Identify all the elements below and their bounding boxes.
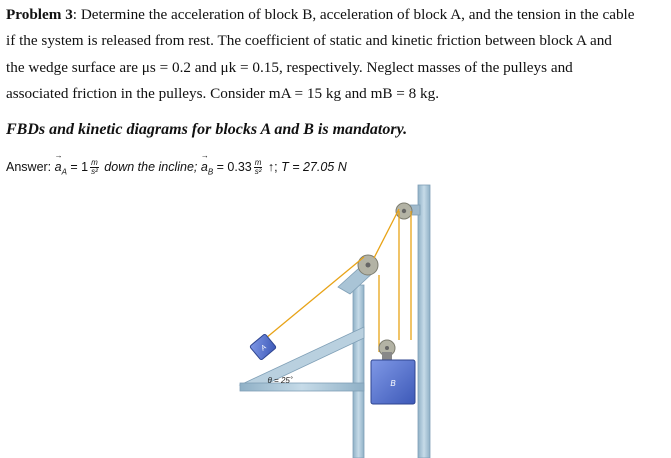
left-post (353, 285, 364, 458)
block-a-label: A (259, 343, 269, 353)
unit-numerator: m (91, 158, 98, 167)
problem-line-4: associated friction in the pulleys. Consider mA = 15 kg and mB = 8 kg. (6, 84, 440, 102)
accel-b-value: = 0.33 (213, 159, 252, 174)
fbd-requirement-note: FBDs and kinetic diagrams for blocks A and B is mandatory. (6, 121, 408, 138)
problem-statement (6, 2, 668, 107)
accel-b-unit (254, 159, 263, 176)
accel-a-value: = 1 (66, 159, 89, 174)
problem-line-1-text: : Determine the acceleration of block B, acceleration of block A, and the tension in the cable (72, 6, 635, 23)
accel-a-unit (90, 159, 99, 176)
cable-pulley-to-top (374, 209, 399, 258)
block-a (250, 334, 277, 361)
accel-b-symbol: → a (201, 160, 208, 174)
accel-b-subscript: B (207, 167, 214, 177)
problem-label: Problem 3 (6, 6, 73, 23)
answer-line (6, 159, 347, 176)
problem-line-3: the wedge surface are μs = 0.2 and μk = 0.15, respectively. Neglect masses of the pulleys and (6, 58, 573, 76)
accel-a-direction: down the incline; (100, 159, 201, 174)
accel-a-subscript: A (61, 167, 67, 177)
cable-a-to-pulley (266, 257, 364, 338)
top-pulley-axle (402, 209, 406, 213)
unit-numerator-b: m (254, 158, 262, 167)
problem-line-1 (6, 2, 668, 28)
block-b-label: B (390, 379, 396, 388)
answer-prefix: Answer: (6, 159, 55, 174)
accel-b-direction: ↑; (264, 159, 282, 174)
tension-answer: T = 27.05 N (281, 159, 347, 174)
unit-denominator-b: s² (254, 167, 262, 176)
angle-label: θ = 25˚ (267, 376, 293, 385)
block-b-pulley-axle (385, 346, 389, 350)
problem-line-2: if the system is released from rest. The coefficient of static and kinetic friction between block A and (6, 32, 612, 50)
incline-pulley-axle (366, 263, 371, 268)
pulley-system-diagram (230, 180, 440, 458)
unit-denominator: s² (91, 167, 98, 176)
block-b-hook (382, 352, 392, 360)
wedge-base (240, 383, 364, 391)
accel-a-symbol: → a (55, 160, 62, 174)
right-post (418, 185, 430, 458)
